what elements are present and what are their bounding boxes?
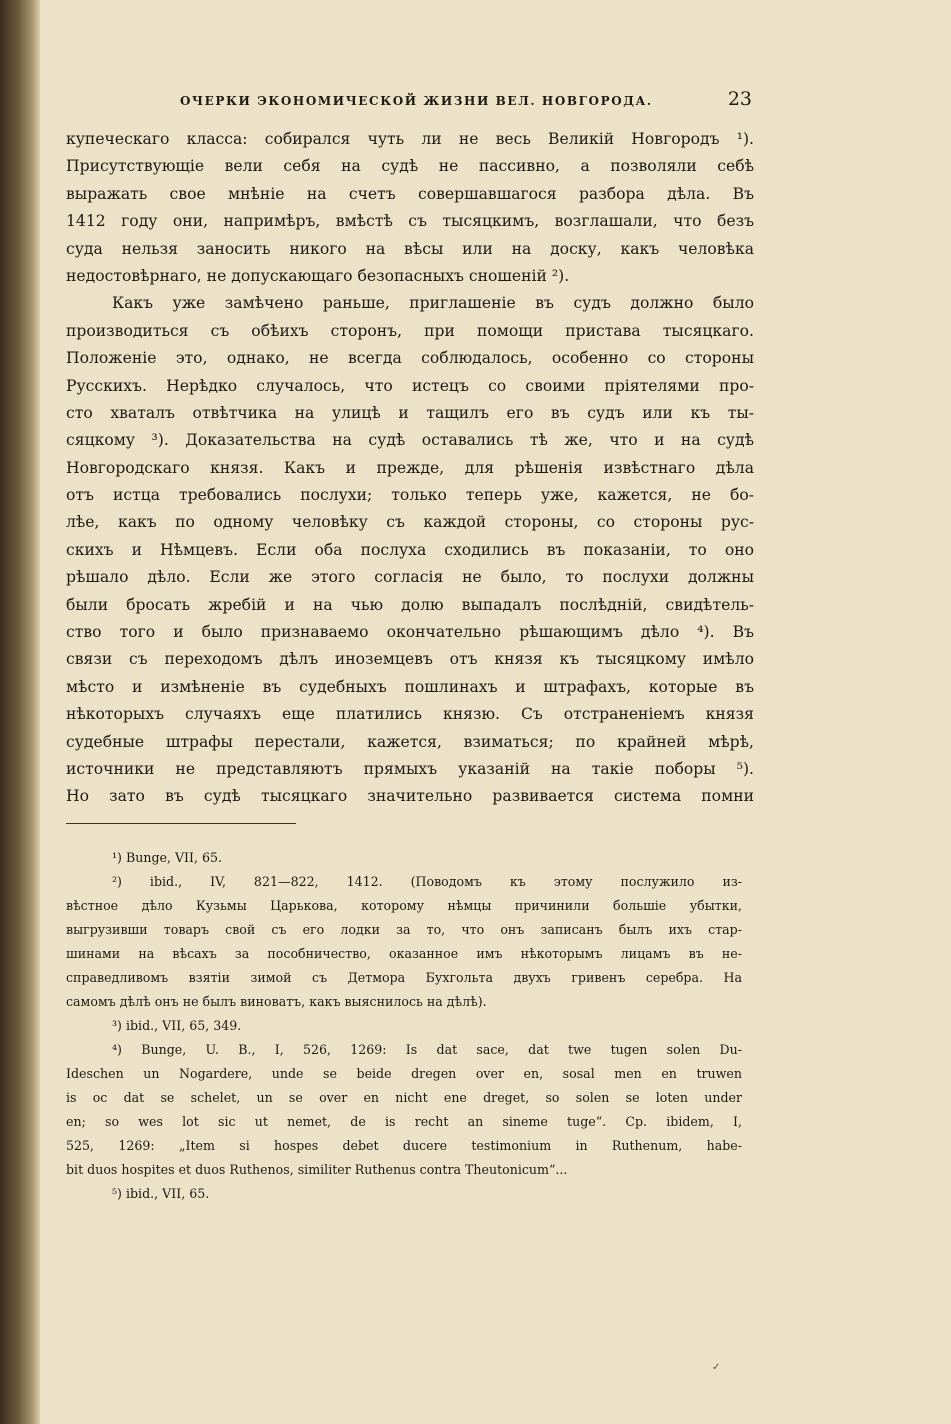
text-line: недостовѣрнаго, не допускающаго безопасныхъ сношеній ²).	[66, 266, 570, 285]
running-title: ОЧЕРКИ ЭКОНОМИЧЕСКОЙ ЖИЗНИ ВЕЛ. НОВГОРОДА.	[180, 94, 653, 108]
footnote-separator	[66, 823, 296, 824]
footnote-1	[66, 846, 742, 870]
footnote-3	[66, 1014, 742, 1038]
text-line: Присутствующіе вели себя на судѣ не пассивно, а позволяли себѣ	[66, 157, 754, 176]
text-line: связи съ переходомъ дѣлъ иноземцевъ отъ князя къ тысяцкому имѣло	[66, 650, 754, 669]
footnote-line: самомъ дѣлѣ онъ не былъ виноватъ, какъ выяснилось на дѣлѣ).	[66, 994, 487, 1009]
footnote-line: ¹) Bunge, VII, 65.	[112, 850, 223, 865]
footnote-line: ⁴) Bunge, U. B., I, 526, 1269: Is dat sace, dat twe tugen solen Du-	[112, 1042, 742, 1057]
text-line: Положеніе это, однако, не всегда соблюдалось, особенно со стороны	[66, 349, 754, 368]
text-line: были бросать жребій и на чью долю выпадалъ послѣдній, свидѣтель-	[66, 595, 754, 614]
footnote-line: bit duos hospites et duos Ruthenos, similiter Ruthenus contra Theutonicum“...	[66, 1162, 568, 1177]
text-line: производиться съ обѣихъ сторонъ, при помощи пристава тысяцкаго.	[66, 321, 754, 340]
footnote-line: ³) ibid., VII, 65, 349.	[112, 1018, 242, 1033]
text-line: Русскихъ. Нерѣдко случалось, что истецъ со своими пріятелями про-	[66, 376, 754, 395]
page-number: 23	[727, 88, 752, 110]
footnote-line: en; so wes lot sic ut nemet, de is recht an sineme tuge“. Cp. ibidem, I,	[66, 1114, 742, 1129]
page-header	[180, 88, 752, 114]
text-line: мѣсто и измѣненіе въ судебныхъ пошлинахъ и штрафахъ, которые въ	[66, 677, 754, 696]
text-line: сяцкому ³). Доказательства на судѣ оставались тѣ же, что и на судѣ	[66, 431, 754, 450]
footnote-line: ⁵) ibid., VII, 65.	[112, 1186, 210, 1201]
text-line: суда нельзя заносить никого на вѣсы или на доску, какъ человѣка	[66, 239, 754, 258]
text-line: 1412 году они, напримѣръ, вмѣстѣ съ тысяцкимъ, возглашали, что безъ	[66, 212, 754, 231]
footnote-line: справедливомъ взятіи зимой съ Детмора Бухгольта двухъ гривенъ серебра. На	[66, 970, 742, 985]
footnote-line: шинами на вѣсахъ за пособничество, оказанное имъ нѣкоторымъ лицамъ въ не-	[66, 946, 742, 961]
text-line: Новгородскаго князя. Какъ и прежде, для рѣшенія извѣстнаго дѣла	[66, 458, 754, 477]
text-line: судебные штрафы перестали, кажется, взиматься; по крайней мѣрѣ,	[66, 732, 754, 751]
footnote-line: is oc dat se schelet, un se over en nicht ene dreget, so solen se loten under	[66, 1090, 742, 1105]
main-text	[66, 126, 754, 811]
footnote-line: вѣстное дѣло Кузьмы Царькова, которому нѣмцы причинили большіе убытки,	[66, 898, 742, 913]
text-line: Какъ уже замѣчено раньше, приглашеніе въ судъ должно было	[112, 294, 754, 313]
footnote-line: выгрузивши товаръ свой съ его лодки за то, что онъ записанъ былъ ихъ стар-	[66, 922, 742, 937]
footnotes	[66, 846, 742, 1206]
text-line: отъ истца требовались послухи; только теперь уже, кажется, не бо-	[66, 486, 754, 505]
footnote-line: ²) ibid., IV, 821—822, 1412. (Поводомъ къ этому послужило из-	[112, 874, 742, 889]
text-line: источники не представляютъ прямыхъ указаній на такіе поборы ⁵).	[66, 759, 754, 778]
footnote-2	[66, 870, 742, 1014]
text-line: купеческаго класса: собирался чуть ли не весь Великій Новгородъ ¹).	[66, 130, 754, 148]
book-binding-shadow	[0, 0, 40, 1424]
text-line: нѣкоторыхъ случаяхъ еще платились князю. Съ отстраненіемъ князя	[66, 705, 754, 724]
stray-mark-icon: ✓	[712, 1362, 721, 1373]
footnote-line: Ideschen un Nogardere, unde se beide dregen over en, sosal men en truwen	[66, 1066, 742, 1081]
text-line: лѣе, какъ по одному человѣку съ каждой стороны, со стороны рус-	[66, 513, 754, 532]
text-line: рѣшало дѣло. Если же этого согласія не было, то послухи должны	[66, 568, 754, 587]
text-line: скихъ и Нѣмцевъ. Если оба послуха сходились въ показаніи, то оно	[66, 540, 754, 559]
footnote-4	[66, 1038, 742, 1182]
text-line: сто хваталъ отвѣтчика на улицѣ и тащилъ его въ судъ или къ ты-	[66, 403, 754, 422]
text-line: Но зато въ судѣ тысяцкаго значительно развивается система помни	[66, 787, 754, 806]
text-line: выражать свое мнѣніе на счетъ совершавшагося разбора дѣла. Въ	[66, 184, 754, 203]
text-line: ство того и было признаваемо окончательно рѣшающимъ дѣло ⁴). Въ	[66, 623, 754, 642]
footnote-line: 525, 1269: „Item si hospes debet ducere testimonium in Ruthenum, habe-	[66, 1138, 742, 1153]
footnote-5	[66, 1182, 742, 1206]
